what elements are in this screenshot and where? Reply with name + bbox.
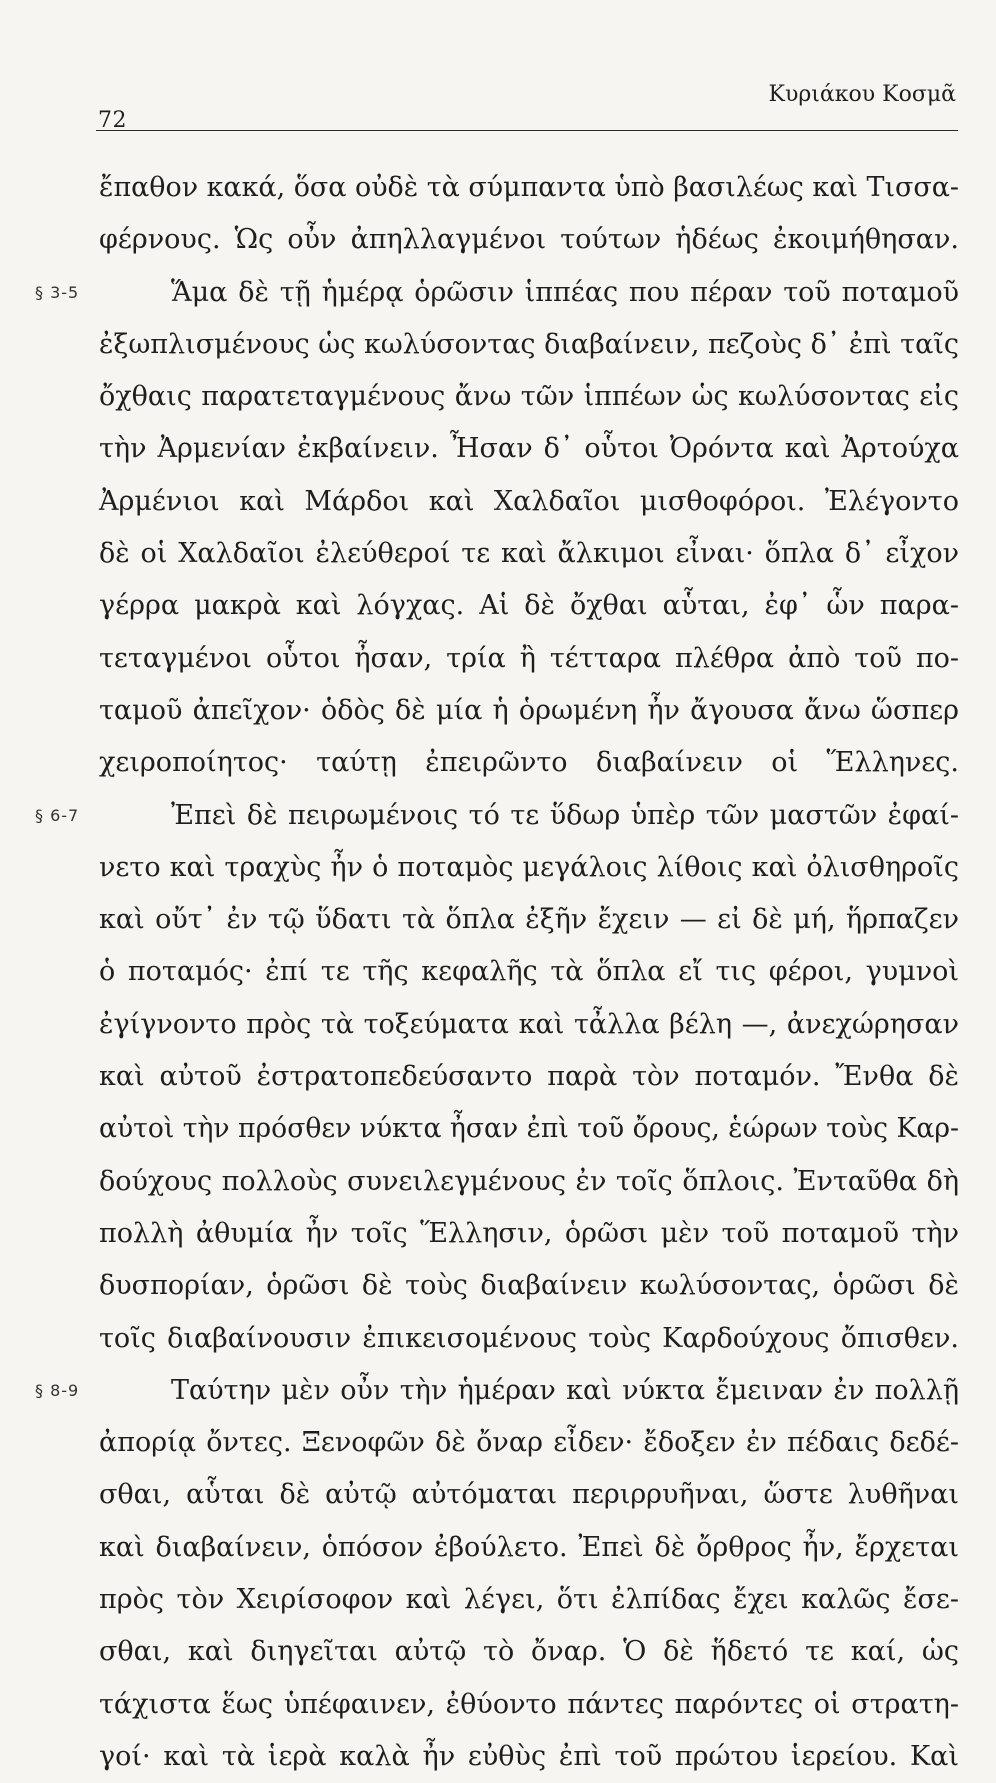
header-rule bbox=[96, 130, 958, 131]
line-text: τοῖς διαβαίνουσιν ἐπικεισομένους τοὺς Καρδούχους ὄπισθεν. bbox=[99, 1322, 959, 1354]
text-line bbox=[99, 371, 959, 423]
text-line bbox=[99, 1260, 959, 1312]
line-text: νετο καὶ τραχὺς ἦν ὁ ποταμὸς μεγάλοις λίθοις καὶ ὀλισθηροῖς bbox=[99, 851, 959, 883]
text-line bbox=[99, 1051, 959, 1103]
line-text: πρὸς τὸν Χειρίσοφον καὶ λέγει, ὅτι ἐλπίδας ἔχει καλῶς ἔσε- bbox=[99, 1584, 959, 1616]
running-head: Κυριάκου Κοσμᾶ bbox=[768, 82, 956, 107]
line-text: ἐγίγνοντο πρὸς τὰ τοξεύματα καὶ τἆλλα βέλη —, ἀνεχώρησαν bbox=[99, 1008, 959, 1040]
line-text: Ταύτην μὲν οὖν τὴν ἡμέραν καὶ νύκτα ἔμειναν ἐν πολλῇ bbox=[171, 1374, 959, 1406]
text-line bbox=[99, 1679, 959, 1731]
line-text: δυσπορίαν, ὁρῶσι δὲ τοὺς διαβαίνειν κωλύσοντας, ὁρῶσι δὲ bbox=[99, 1270, 959, 1302]
text-line bbox=[99, 999, 959, 1051]
line-text: καὶ οὔτ᾽ ἐν τῷ ὕδατι τὰ ὅπλα ἐξῆν ἔχειν — εἰ δὲ μή, ἥρπαζεν bbox=[99, 904, 959, 936]
line-text: δούχους πολλοὺς συνειλεγμένους ἐν τοῖς ὅπλοις. Ἐνταῦθα δὴ bbox=[99, 1165, 959, 1197]
text-line bbox=[99, 1731, 959, 1783]
page-number: 72 bbox=[98, 108, 127, 133]
line-text: Ἐπεὶ δὲ πειρωμένοις τό τε ὕδωρ ὑπὲρ τῶν μαστῶν ἐφαί- bbox=[171, 799, 959, 831]
line-text: ταμοῦ ἀπεῖχον· ὁδὸς δὲ μία ἡ ὁρωμένη ἦν ἄγουσα ἄνω ὥσπερ bbox=[99, 694, 959, 726]
text-line bbox=[99, 476, 959, 528]
text-line bbox=[99, 1522, 959, 1574]
section-marker: § 8-9 bbox=[35, 1380, 80, 1400]
line-text: τεταγμένοι οὗτοι ἦσαν, τρία ἢ τέτταρα πλέθρα ἀπὸ τοῦ πο- bbox=[99, 642, 959, 674]
text-line bbox=[99, 162, 959, 214]
line-text: αὐτοὶ τὴν πρόσθεν νύκτα ἦσαν ἐπὶ τοῦ ὄρους, ἑώρων τοὺς Καρ- bbox=[99, 1113, 959, 1145]
text-line bbox=[99, 1313, 959, 1365]
text-line bbox=[99, 1626, 959, 1678]
line-text: ἔπαθον κακά, ὅσα οὐδὲ τὰ σύμπαντα ὑπὸ βασιλέως καὶ Τισσα- bbox=[99, 172, 959, 203]
text-line bbox=[99, 423, 959, 475]
line-text: πολλὴ ἀθυμία ἦν τοῖς Ἕλλησιν, ὁρῶσι μὲν τοῦ ποταμοῦ τὴν bbox=[99, 1217, 959, 1249]
line-text: Ἀρμένιοι καὶ Μάρδοι καὶ Χαλδαῖοι μισθοφόροι. Ἐλέγοντο bbox=[99, 485, 959, 517]
text-line bbox=[99, 1103, 959, 1155]
text-line bbox=[99, 946, 959, 998]
text-line bbox=[99, 842, 959, 894]
text-line bbox=[99, 528, 959, 580]
text-line bbox=[99, 319, 959, 371]
text-line bbox=[99, 1208, 959, 1260]
line-text: δὲ οἱ Χαλδαῖοι ἐλεύθεροί τε καὶ ἄλκιμοι εἶναι· ὅπλα δ᾽ εἶχον bbox=[99, 538, 959, 570]
text-block bbox=[35, 162, 959, 1783]
line-text: ἐξωπλισμένους ὡς κωλύσοντας διαβαίνειν, πεζοὺς δ᾽ ἐπὶ ταῖς bbox=[99, 328, 959, 360]
line-text: Ἅμα δὲ τῇ ἡμέρᾳ ὁρῶσιν ἱππέας που πέραν τοῦ ποταμοῦ bbox=[171, 276, 959, 308]
text-line bbox=[35, 1365, 959, 1417]
line-text: γέρρα μακρὰ καὶ λόγχας. Αἱ δὲ ὄχθαι αὗται, ἐφ᾽ ὧν παρα- bbox=[99, 590, 959, 622]
line-text: γοί· καὶ τὰ ἱερὰ καλὰ ἦν εὐθὺς ἐπὶ τοῦ πρώτου ἱερείου. Καὶ bbox=[99, 1740, 959, 1772]
text-line bbox=[99, 1469, 959, 1521]
line-text: φέρνους. Ὡς οὖν ἀπηλλαγμένοι τούτων ἡδέως ἐκοιμήθησαν. bbox=[99, 224, 959, 256]
text-line bbox=[99, 894, 959, 946]
text-line bbox=[99, 685, 959, 737]
line-text: χειροποίητος· ταύτῃ ἐπειρῶντο διαβαίνειν οἱ Ἕλληνες. bbox=[99, 747, 959, 779]
line-text: καὶ αὐτοῦ ἐστρατοπεδεύσαντο παρὰ τὸν ποταμόν. Ἔνθα δὲ bbox=[99, 1061, 959, 1093]
section-marker: § 6-7 bbox=[35, 805, 80, 825]
text-line bbox=[99, 214, 959, 266]
text-line bbox=[99, 1156, 959, 1208]
line-text: ὄχθαις παρατεταγμένους ἄνω τῶν ἱππέων ὡς κωλύσοντας εἰς bbox=[99, 381, 959, 413]
line-text: τὴν Ἀρμενίαν ἐκβαίνειν. Ἦσαν δ᾽ οὗτοι Ὀρόντα καὶ Ἀρτούχα bbox=[99, 433, 959, 465]
text-line bbox=[35, 790, 959, 842]
section-marker: § 3-5 bbox=[35, 282, 80, 302]
text-line bbox=[99, 633, 959, 685]
line-text: σθαι, καὶ διηγεῖται αὐτῷ τὸ ὄναρ. Ὁ δὲ ἥδετό τε καί, ὡς bbox=[99, 1636, 959, 1668]
text-line bbox=[99, 1417, 959, 1469]
text-line bbox=[35, 267, 959, 319]
text-line bbox=[99, 1574, 959, 1626]
line-text: ἀπορίᾳ ὄντες. Ξενοφῶν δὲ ὄναρ εἶδεν· ἔδοξεν ἐν πέδαις δεδέ- bbox=[99, 1427, 959, 1459]
text-line bbox=[99, 737, 959, 789]
text-line bbox=[99, 580, 959, 632]
line-text: τάχιστα ἕως ὑπέφαινεν, ἐθύοντο πάντες παρόντες οἱ στρατη- bbox=[99, 1688, 959, 1720]
line-text: καὶ διαβαίνειν, ὁπόσον ἐβούλετο. Ἐπεὶ δὲ ὄρθρος ἦν, ἔρχεται bbox=[99, 1531, 959, 1563]
line-text: σθαι, αὗται δὲ αὐτῷ αὐτόμαται περιρρυῆναι, ὥστε λυθῆναι bbox=[99, 1479, 959, 1511]
line-text: ὁ ποταμός· ἐπί τε τῆς κεφαλῆς τὰ ὅπλα εἴ τις φέροι, γυμνοὶ bbox=[99, 956, 959, 988]
